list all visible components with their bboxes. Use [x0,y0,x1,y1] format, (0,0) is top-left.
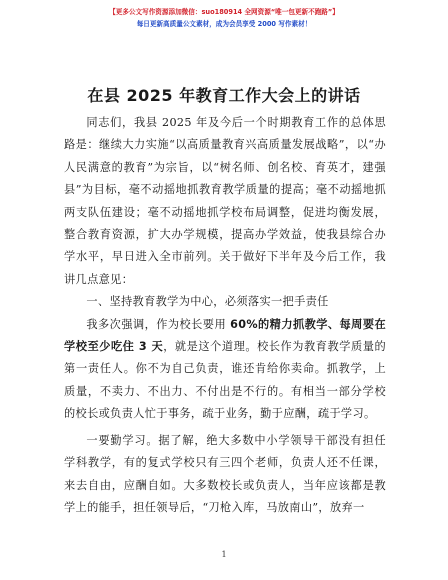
banner-line-1: 【更多公文写作资源添加微信：suo180914 全网资源“唯一包更新不跑路”】 [109,8,339,16]
paragraph-principal-duty [64,314,386,426]
page-number: 1 [221,550,227,559]
paragraph-intro: 同志们，我县 2025 年及今后一个时期教育工作的总体思路是：继续大力实施“以高质量教育兴高质量发展战略”，以“办人民满意的教育”为宗旨，以“树名师、创名校、育英才，建强县”为目标，毫不动摇地抓教育教学质量的提高；毫不动摇地抓两支队伍建设；毫不动摇地抓学校布局调整，促进均衡发展，整合教育资源，扩大办学规模，提高办学效益，使我县综合办学水平，早日进入全市前列。关于做好下半年及今后工作，我讲几点意见： [64,116,386,286]
paragraph-study: 一要勤学习。据了解，绝大多数中小学领导干部没有担任学科教学，有的复式学校只有三四个老师，负责人还不任课，来去自由，应酬自如。大多数校长或负责人，当年应该都是教学上的能手，担任领导后，“刀枪入库，马放南山”，放弃一 [64,433,386,514]
document-body [64,112,386,519]
paragraph-text: ，就是这个道理。校长作为教育教学质量的第一责任人。你不为自己负责，谁还肯给你卖命。抓教学，上质量，不卖力、不出力、不付出是不行的。有相当一部分学校的校长或负责人忙于事务，疏于业务，勤于应酬，疏于学习。 [64,340,386,421]
paragraph-text: 我多次强调，作为校长要用 [86,317,231,331]
section-heading-1: 一、坚持教育教学为中心，必须落实一把手责任 [86,295,329,309]
resource-banner [0,6,448,30]
document-title: 在县 2025 年教育工作大会上的讲话 [87,86,361,105]
banner-line-2: 每日更新高质量公文素材，成为会员享受 2000 写作素材！ [136,20,312,28]
emphasis-text: 60%的精力抓教学、每周要在学校至少吃住 3 天 [64,317,386,354]
